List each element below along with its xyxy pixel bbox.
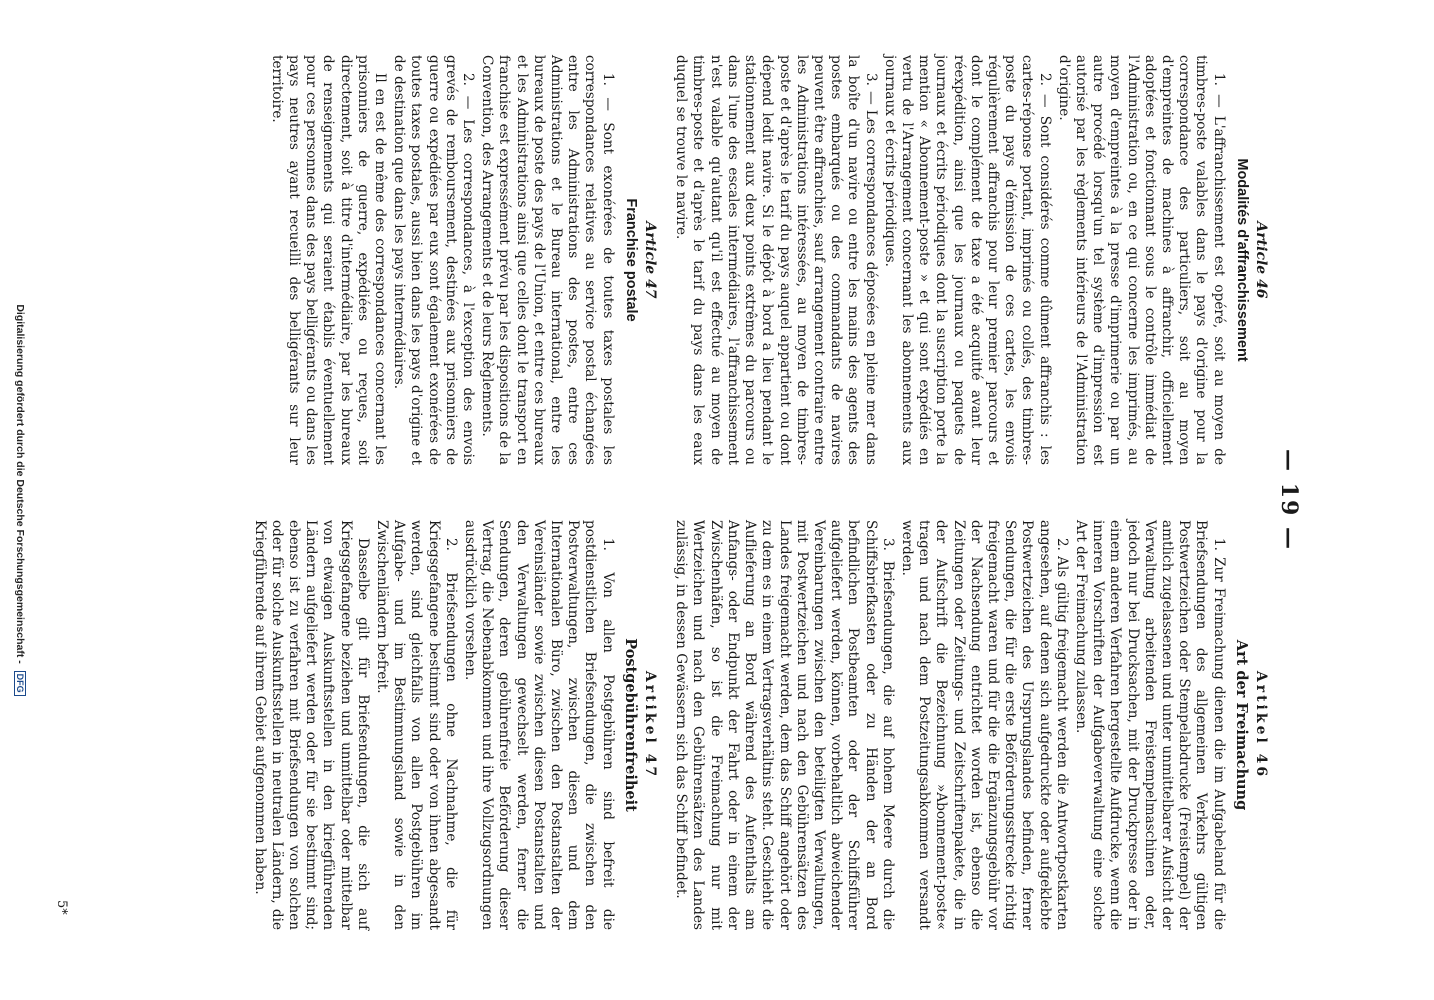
dfg-logo: DFG — [14, 671, 26, 696]
article-47-paragraph-1-de: 1. Von allen Postgebühren sind befreit die postdienstlichen Briefsendungen, die zwischen den Postverwaltungen, zwischen diesen und dem Internationalen Büro, zwischen den Postanstalten der Vereinsländer sowie zwischen diesen Postanstalten und den Verwaltungen gewechselt werden, ferner die Sendungen, deren gebührenfreie Beförderung dieser Vertrag, die Nebenabkommen und ihre Vollzugsordnungen ausdrücklich vorsehen. — [462, 520, 616, 930]
article-46-paragraph-3-fr: 3. — Les correspondances déposées en pleine mer dans la boîte d'un navire ou entre les mains des agents des postes embarqués ou des commandants de navires peuvent être affranchies, sauf arrangement contraire entre les Administrations intéressées, au moyen de timbres-poste et d'après le tarif du pays auquel appartient ou dont dépend ledit navire. Si le dépôt à bord a lieu pendant le stationnement aux deux points extrêmes du parcours ou dans l'une des escales intermédiaires, l'affranchissement n'est valable qu'autant qu'il est effectué au moyen de timbres-poste et d'après le tarif du pays dans les eaux duquel se trouve le navire. — [673, 55, 879, 465]
article-46-subtitle-de: Art der Freimachung — [1232, 639, 1250, 811]
article-47-subtitle-de: Postgebührenfreiheit — [621, 638, 639, 812]
article-46-subtitle-fr: Modalités d'affranchissement — [1233, 158, 1250, 362]
german-column — [248, 520, 1269, 930]
credit-text: Digitalisierung gefördert durch die Deutsche Forschungsgemeinschaft - — [14, 304, 26, 664]
article-46-paragraph-3-de: 3. Briefsendungen, die auf hohem Meere durch die Schiffsbriefkasten oder zu Händen der an Bord befindlichen Postbeamten oder der Schiffsführer aufgeliefert werden, können, vorbehaltlich abweichender Vereinbarungen zwischen den beteiligten Verwaltungen, mit Postwertzeichen und nach den Gebührensätzen des Landes freigemacht werden, dem das Schiff angehört oder zu dem es in einem Vertragsverhältnis steht. Geschieht die Auflieferung an Bord während des Aufenthalts am Anfangs- oder Endpunkt der Fahrt oder in einem der Zwischenhäfen, so ist die Freimachung nur mit Wertzeichen und nach den Gebührensätzen des Landes zulässig, in dessen Gewässern sich das Schiff befindet. — [673, 520, 896, 930]
french-column — [266, 55, 1269, 465]
article-47-paragraph-2-de: 2. Briefsendungen ohne Nachnahme, die für Kriegsgefangene bestimmt sind oder von ihnen abgesandt werden, sind gleichfalls von allen Postgebühren im Aufgabe- und im Bestimmungsland sowie in den Zwischenländern befreit. — [374, 520, 459, 930]
article-47-paragraph-3-fr: Il en est de même des correspondances concernant les prisonniers de guerre, expédiées ou reçues, soit directement, soit à titre d'intermédiaire, par les bureaux de renseignements qui seraient établis éventuellement pour ces personnes dans des pays belligérants ou dans les pays neutres ayant recueilli des belligérants sur leur territoire. — [268, 55, 389, 465]
article-47-paragraph-2-fr: 2. — Les correspondances, à l'exception des envois grevés de remboursement, destinées aux prisonniers de guerre ou expédiées par eux sont également exonérées de toutes taxes postales, aussi bien dans les pays d'origine et de destination que dans les pays intermédiaires. — [391, 55, 477, 465]
article-47-paragraph-3-de: Dasselbe gilt für Briefsendungen, die sich auf Kriegsgefangene beziehen und unmittelbar oder mittelbar von etwaigen Auskunftsstellen in den kriegführenden Ländern aufgeliefert werden oder für sie bestimmt sind; ebenso ist zu verfahren mit Briefsendungen von solchen oder für solche Auskunftsstellen in neutralen Ländern, die Kriegführende auf ihrem Gebiet aufgenommen haben. — [251, 520, 371, 930]
article-47-title-de: Artikel 47 — [642, 670, 659, 780]
article-46-paragraph-2-fr: 2. — Sont considérés comme dûment affranchis : les cartes-réponse portant, imprimés ou collés, des timbres-poste du pays d'émission de ces cartes, les envois régulièrement affranchis pour leur premier parcours et dont le complément de taxe a été acquitté avant leur réexpédition, ainsi que les journaux ou paquets de journaux et écrits périodiques dont la suscription porte la mention « Abonnement-poste » et qui sont expédiés en vertu de l'Arrangement concernant les abonnements aux journaux et écrits périodiques. — [881, 55, 1053, 465]
digitization-credit — [14, 0, 26, 1000]
article-46-title-fr: Article 46 — [1253, 221, 1269, 299]
article-46-title-de: Artikel 46 — [1253, 670, 1269, 780]
article-46-paragraph-1-fr: 1. — L'affranchissement est opéré, soit au moyen de timbres-poste valables dans le pays d'origine pour la correspondance des particuliers, soit au moyen d'empreintes de machines à affranchir, officiellement adoptées et fonctionnant sous le contrôle immédiat de l'Administration ou, en ce qui concerne les imprimés, au moyen d'empreintes à la presse d'imprimerie ou par un autre procédé lorsqu'un tel système d'impression est autorisé par les règlements intérieurs de l'Administration d'origine. — [1055, 55, 1227, 465]
page-number-header: — 19 — — [1276, 449, 1302, 551]
footer-mark: 5* — [54, 900, 69, 915]
article-47-title-fr: Article 47 — [642, 221, 659, 299]
article-46-paragraph-2-de: 2. Als gültig freigemacht werden die Antwortpostkarten angesehen, auf denen sich aufgedruckte oder aufgeklebte Postwertzeichen des Ursprungslandes befinden, ferner Sendungen, die für die erste Beförderungsstrecke richtig freigemacht waren und für die die Ergänzungsgebühr vor der Nachsendung entrichtet worden ist, ebenso die Zeitungen oder Zeitungs- und Zeitschriftenpakete, die in der Aufschrift die Bezeichnung »Abonnement-poste« tragen und nach dem Postzeitungsabkommen versandt werden. — [898, 520, 1070, 930]
article-47-paragraph-1-fr: 1. — Sont exonérées de toutes taxes postales les correspondances relatives au service postal échangées entre les Administrations des postes, entre ces Administrations et le Bureau international, entre les bureaux de poste des pays de l'Union, et entre ces bureaux et les Administrations ainsi que celles dont le transport en franchise est expressément prévu par les dispositions de la Convention, des Arrangements et de leurs Règlements. — [479, 55, 616, 465]
article-47-subtitle-fr: Franchise postale — [622, 198, 639, 322]
article-46-paragraph-1-de: 1. Zur Freimachung dienen die im Aufgabeland für die Briefsendungen des allgemeinen Verkehrs gültigen Postwertzeichen oder Stempelabdrucke (Freistempel) der amtlich zugelassenen und unter unmittelbarer Aufsicht der Verwaltung arbeitenden Freistempelmaschinen oder, jedoch nur bei Drucksachen, mit der Druckpresse oder in einem anderen Verfahren hergestellte Aufdrucke, wenn die inneren Vorschriften der Aufgabeverwaltung eine solche Art der Freimachung zulassen. — [1072, 520, 1227, 931]
